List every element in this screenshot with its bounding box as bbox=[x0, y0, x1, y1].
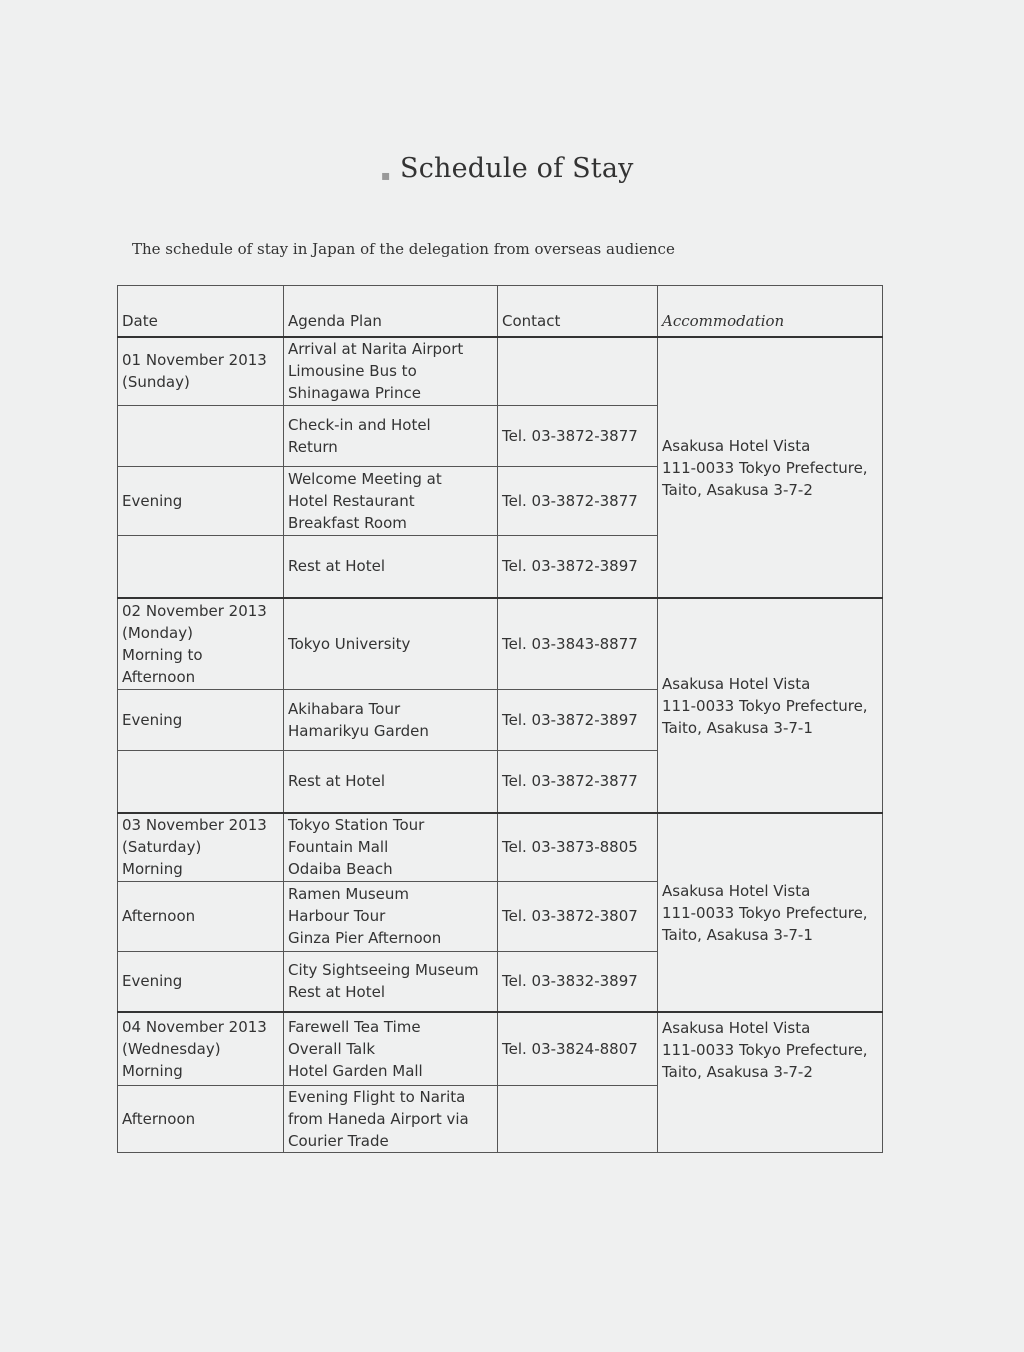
agenda-line: Hotel Garden Mall bbox=[288, 1061, 423, 1080]
agenda-line: Limousine Bus to bbox=[288, 362, 417, 381]
table-row bbox=[118, 813, 883, 881]
agenda-line: Harbour Tour bbox=[288, 907, 386, 925]
agenda-line: Rest at Hotel bbox=[288, 772, 386, 791]
contact-cell: Tel. 03-3872-3877 bbox=[498, 405, 658, 466]
agenda-cell bbox=[284, 598, 498, 689]
date-cell bbox=[118, 535, 284, 598]
agenda-line: Akihabara Tour bbox=[288, 699, 401, 718]
agenda-line: Rest at Hotel bbox=[288, 983, 386, 1002]
date-cell bbox=[118, 337, 284, 405]
contact-cell: Tel. 03-3872-3897 bbox=[498, 535, 658, 598]
date-line: Evening bbox=[122, 972, 183, 991]
accommodation-cell bbox=[658, 598, 883, 813]
contact-cell bbox=[498, 1085, 658, 1152]
date-cell bbox=[118, 1085, 284, 1152]
agenda-line: Ginza Pier Afternoon bbox=[288, 929, 442, 947]
contact-cell bbox=[498, 337, 658, 405]
contact-cell: Tel. 03-3873-8805 bbox=[498, 813, 658, 881]
date-cell bbox=[118, 689, 284, 750]
agenda-cell bbox=[284, 1085, 498, 1152]
agenda-line: Return bbox=[288, 437, 338, 456]
date-line: Evening bbox=[122, 710, 183, 729]
agenda-cell bbox=[284, 466, 498, 535]
agenda-cell bbox=[284, 405, 498, 466]
page-subtitle: The schedule of stay in Japan of the delegation from overseas audience bbox=[132, 240, 675, 258]
header-agenda: Agenda Plan bbox=[284, 286, 498, 338]
agenda-line: Evening Flight to Narita bbox=[288, 1087, 466, 1106]
schedule-table bbox=[117, 285, 883, 1153]
agenda-line: Tokyo Station Tour bbox=[288, 816, 425, 835]
date-line: (Wednesday) bbox=[122, 1039, 221, 1058]
accommodation-line: 111-0033 Tokyo Prefecture, bbox=[662, 1041, 868, 1059]
agenda-line: Tokyo University bbox=[288, 634, 411, 653]
date-line: 03 November 2013 bbox=[122, 816, 267, 835]
agenda-cell bbox=[284, 881, 498, 951]
agenda-line: Fountain Mall bbox=[288, 838, 389, 857]
agenda-cell bbox=[284, 750, 498, 813]
date-cell bbox=[118, 750, 284, 813]
date-cell bbox=[118, 598, 284, 689]
agenda-line: Farewell Tea Time bbox=[288, 1017, 421, 1036]
table-header-row bbox=[118, 286, 883, 338]
date-line: Afternoon bbox=[122, 1109, 196, 1128]
date-line: Morning bbox=[122, 1061, 183, 1080]
contact-cell: Tel. 03-3824-8807 bbox=[498, 1012, 658, 1085]
schedule-body bbox=[118, 337, 883, 1152]
date-cell bbox=[118, 405, 284, 466]
accommodation-line: Asakusa Hotel Vista bbox=[662, 1019, 811, 1037]
date-line: (Saturday) bbox=[122, 838, 202, 857]
date-line: 04 November 2013 bbox=[122, 1017, 267, 1036]
table-row bbox=[118, 337, 883, 405]
contact-cell: Tel. 03-3872-3877 bbox=[498, 466, 658, 535]
agenda-line: Welcome Meeting at bbox=[288, 469, 442, 488]
page-title: Schedule of Stay bbox=[400, 153, 634, 184]
header-date: Date bbox=[118, 286, 284, 338]
agenda-line: Breakfast Room bbox=[288, 513, 407, 532]
contact-cell: Tel. 03-3843-8877 bbox=[498, 598, 658, 689]
header-accommodation: Accommodation bbox=[658, 286, 883, 338]
accommodation-line: Taito, Asakusa 3-7-2 bbox=[662, 1063, 813, 1081]
date-cell bbox=[118, 466, 284, 535]
agenda-cell bbox=[284, 535, 498, 598]
contact-cell: Tel. 03-3832-3897 bbox=[498, 951, 658, 1012]
agenda-cell bbox=[284, 337, 498, 405]
accommodation-cell bbox=[658, 337, 883, 598]
date-line: Evening bbox=[122, 491, 183, 510]
agenda-cell bbox=[284, 951, 498, 1012]
date-line: Morning bbox=[122, 860, 183, 879]
agenda-line: Hotel Restaurant bbox=[288, 491, 415, 510]
agenda-cell bbox=[284, 689, 498, 750]
accommodation-cell bbox=[658, 1012, 883, 1152]
accommodation-line: Taito, Asakusa 3-7-1 bbox=[662, 925, 813, 944]
contact-cell: Tel. 03-3872-3807 bbox=[498, 881, 658, 951]
table-row bbox=[118, 598, 883, 689]
date-cell bbox=[118, 1012, 284, 1085]
agenda-line: Shinagawa Prince bbox=[288, 384, 421, 403]
accommodation-line: Taito, Asakusa 3-7-2 bbox=[662, 480, 813, 499]
agenda-line: Hamarikyu Garden bbox=[288, 721, 429, 740]
agenda-line: City Sightseeing Museum bbox=[288, 961, 479, 980]
contact-cell: Tel. 03-3872-3897 bbox=[498, 689, 658, 750]
agenda-cell bbox=[284, 813, 498, 881]
date-cell bbox=[118, 813, 284, 881]
date-line: (Monday) bbox=[122, 623, 193, 642]
agenda-line: Courier Trade bbox=[288, 1131, 389, 1150]
agenda-cell bbox=[284, 1012, 498, 1085]
accommodation-line: 111-0033 Tokyo Prefecture, bbox=[662, 696, 868, 715]
agenda-line: from Haneda Airport via bbox=[288, 1109, 469, 1128]
agenda-line: Check-in and Hotel bbox=[288, 415, 431, 434]
agenda-line: Overall Talk bbox=[288, 1039, 376, 1058]
date-line: 01 November 2013 bbox=[122, 351, 267, 370]
agenda-line: Arrival at Narita Airport bbox=[288, 340, 464, 359]
date-cell bbox=[118, 951, 284, 1012]
date-line: Morning to bbox=[122, 645, 203, 664]
date-line: (Sunday) bbox=[122, 373, 190, 392]
agenda-line: Odaiba Beach bbox=[288, 860, 393, 879]
date-cell bbox=[118, 881, 284, 951]
header-contact: Contact bbox=[498, 286, 658, 338]
accommodation-line: Asakusa Hotel Vista bbox=[662, 436, 811, 455]
agenda-line: Ramen Museum bbox=[288, 885, 410, 903]
date-line: 02 November 2013 bbox=[122, 601, 267, 620]
accommodation-line: 111-0033 Tokyo Prefecture, bbox=[662, 903, 868, 922]
accommodation-line: Asakusa Hotel Vista bbox=[662, 674, 811, 693]
bullet-mark: ▪ bbox=[381, 168, 391, 184]
accommodation-line: Taito, Asakusa 3-7-1 bbox=[662, 718, 813, 737]
accommodation-cell bbox=[658, 813, 883, 1012]
accommodation-line: Asakusa Hotel Vista bbox=[662, 881, 811, 900]
table-row bbox=[118, 1012, 883, 1085]
agenda-line: Rest at Hotel bbox=[288, 557, 386, 576]
accommodation-line: 111-0033 Tokyo Prefecture, bbox=[662, 458, 868, 477]
date-line: Afternoon bbox=[122, 907, 196, 925]
contact-cell: Tel. 03-3872-3877 bbox=[498, 750, 658, 813]
date-line: Afternoon bbox=[122, 667, 196, 686]
